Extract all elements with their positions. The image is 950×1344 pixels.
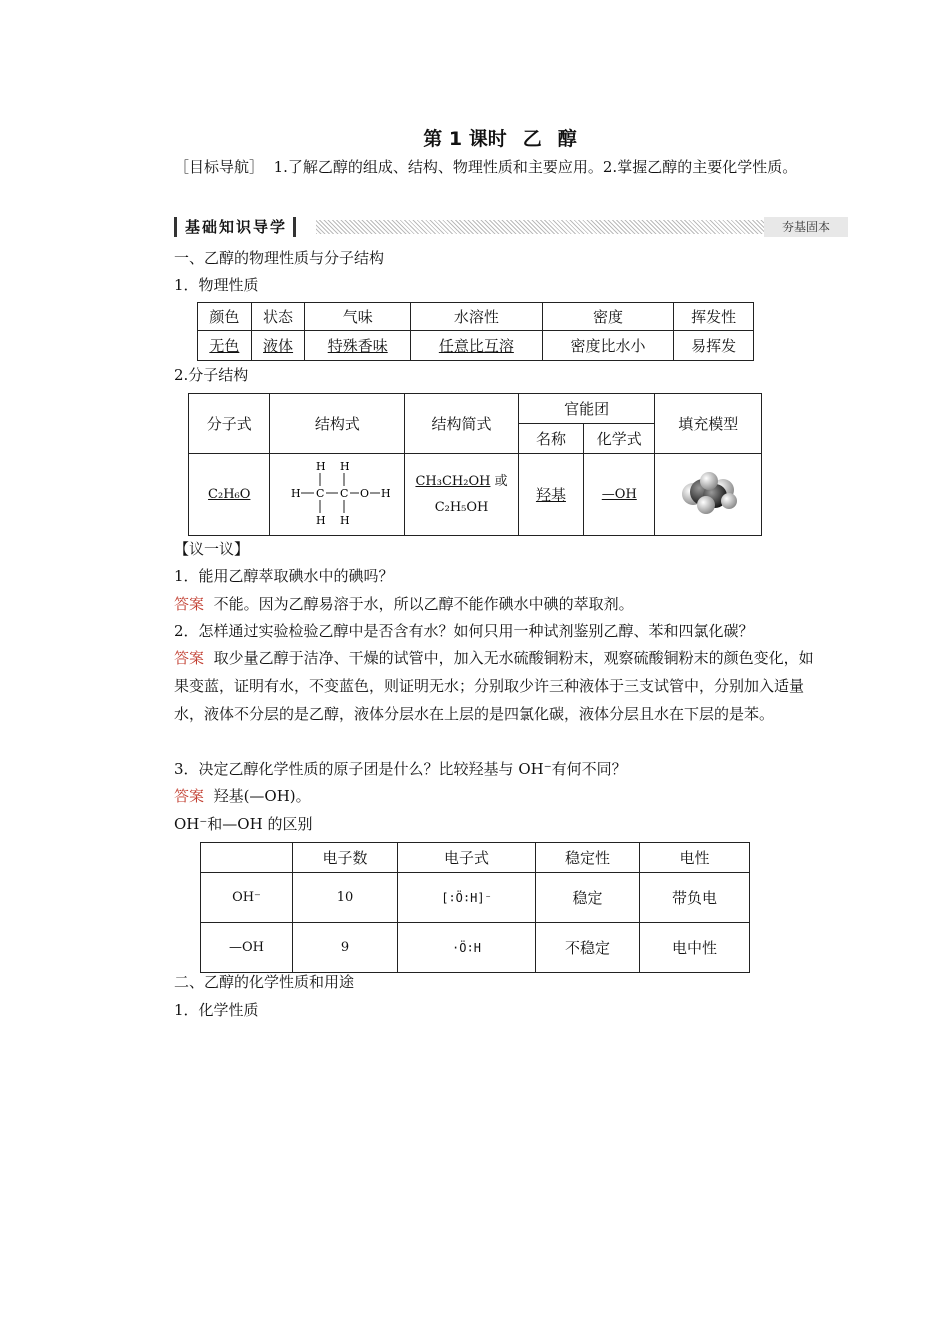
question-1: 1．能用乙醇萃取碘水中的碘吗？ (174, 567, 394, 585)
svg-text:H: H (381, 486, 391, 500)
simplified-formula: CH₃CH₂OH 或 C₂H₅OH (405, 454, 518, 536)
comparison-title: OH⁻和—OH 的区别 (174, 815, 313, 833)
value-cell: 无色 (198, 331, 252, 361)
molecular-formula: C₂H₆O (189, 454, 270, 536)
row-stability: 稳定 (536, 873, 640, 923)
row-electron-formula: ·Ö∶H (398, 923, 536, 973)
svg-text:C: C (340, 486, 349, 500)
structural-formula (270, 454, 405, 536)
value-cell: 密度比水小 (542, 331, 674, 361)
answer-2: 答案 取少量乙醇于洁净、干燥的试管中，加入无水硫酸铜粉末，观察硫酸铜粉末的颜色变化，如果变蓝，证明有水，不变蓝色，则证明无水；分别取少许三种液体于三支试管中，分别加入适量水，液体不分层的是乙醇，液体分层水在上层的是四氯化碳，液体分层且水在下层的是苯。 (174, 649, 814, 723)
row-charge: 带负电 (640, 873, 750, 923)
space-filling-model-image (673, 468, 743, 518)
space-filling-model (655, 454, 762, 536)
row-name: OH⁻ (201, 873, 293, 923)
header-cell: 电性 (640, 843, 750, 873)
header-functional-group: 官能团 (518, 394, 655, 424)
header-simplified: 结构简式 (405, 394, 518, 454)
row-charge: 电中性 (640, 923, 750, 973)
learning-goals: ［目标导航］ 1.了解乙醇的组成、结构、物理性质和主要应用。2.掌握乙醇的主要化学性质。 (174, 158, 798, 176)
svg-text:H: H (316, 513, 326, 527)
group-chem-formula: —OH (584, 454, 655, 536)
answer-3: 答案 羟基(—OH)。 (174, 787, 311, 805)
section-heading-1: 一、乙醇的物理性质与分子结构 (174, 249, 385, 267)
svg-text:H: H (340, 459, 350, 473)
header-structural: 结构式 (270, 394, 405, 454)
header-formula: 分子式 (189, 394, 270, 454)
value-cell: 液体 (251, 331, 305, 361)
subheading-structure: 2.分子结构 (174, 366, 249, 384)
table-row (201, 923, 750, 973)
header-cell: 挥发性 (674, 303, 754, 331)
header-cell: 颜色 (198, 303, 252, 331)
svg-text:O: O (360, 486, 370, 500)
header-cell: 气味 (305, 303, 411, 331)
group-name: 羟基 (518, 454, 583, 536)
banner-label: 基础知识导学 (174, 217, 296, 237)
subheading-physical: 1．物理性质 (174, 276, 259, 294)
physical-properties-table (197, 302, 754, 361)
answer-1: 答案 不能。因为乙醇易溶于水，所以乙醇不能作碘水中碘的萃取剂。 (174, 595, 634, 613)
discuss-heading: 【议一议】 (174, 540, 250, 558)
value-cell: 易挥发 (674, 331, 754, 361)
header-cell (201, 843, 293, 873)
row-electron-formula: [∶Ö∶H]⁻ (398, 873, 536, 923)
row-stability: 不稳定 (536, 923, 640, 973)
value-cell: 特殊香味 (305, 331, 411, 361)
molecular-structure-table (188, 393, 762, 536)
header-cell: 水溶性 (411, 303, 543, 331)
section-heading-2: 二、乙醇的化学性质和用途 (174, 973, 355, 991)
banner-right-label: 夯基固本 (764, 217, 848, 237)
table-row (201, 873, 750, 923)
oh-comparison-table (200, 842, 750, 973)
question-3: 3．决定乙醇化学性质的原子团是什么？比较羟基与 OH⁻有何不同？ (174, 760, 627, 778)
header-cell: 电子式 (398, 843, 536, 873)
row-electrons: 9 (293, 923, 398, 973)
header-model: 填充模型 (655, 394, 762, 454)
header-name: 名称 (518, 424, 583, 454)
banner-stripe (316, 220, 764, 234)
svg-text:H: H (316, 459, 326, 473)
section-banner (174, 217, 848, 237)
svg-text:C: C (316, 486, 325, 500)
value-cell: 任意比互溶 (411, 331, 543, 361)
page-title: 第 1 课时 乙 醇 (423, 128, 577, 150)
svg-text:H: H (340, 513, 350, 527)
header-cell: 状态 (251, 303, 305, 331)
header-chem: 化学式 (584, 424, 655, 454)
question-2: 2．怎样通过实验检验乙醇中是否含有水？如何只用一种试剂鉴别乙醇、苯和四氯化碳？ (174, 622, 754, 640)
row-name: —OH (201, 923, 293, 973)
header-cell: 稳定性 (536, 843, 640, 873)
row-electrons: 10 (293, 873, 398, 923)
header-cell: 密度 (542, 303, 674, 331)
svg-text:H: H (291, 486, 301, 500)
subheading-chemical: 1．化学性质 (174, 1001, 259, 1019)
header-cell: 电子数 (293, 843, 398, 873)
structural-formula-diagram (277, 458, 397, 528)
